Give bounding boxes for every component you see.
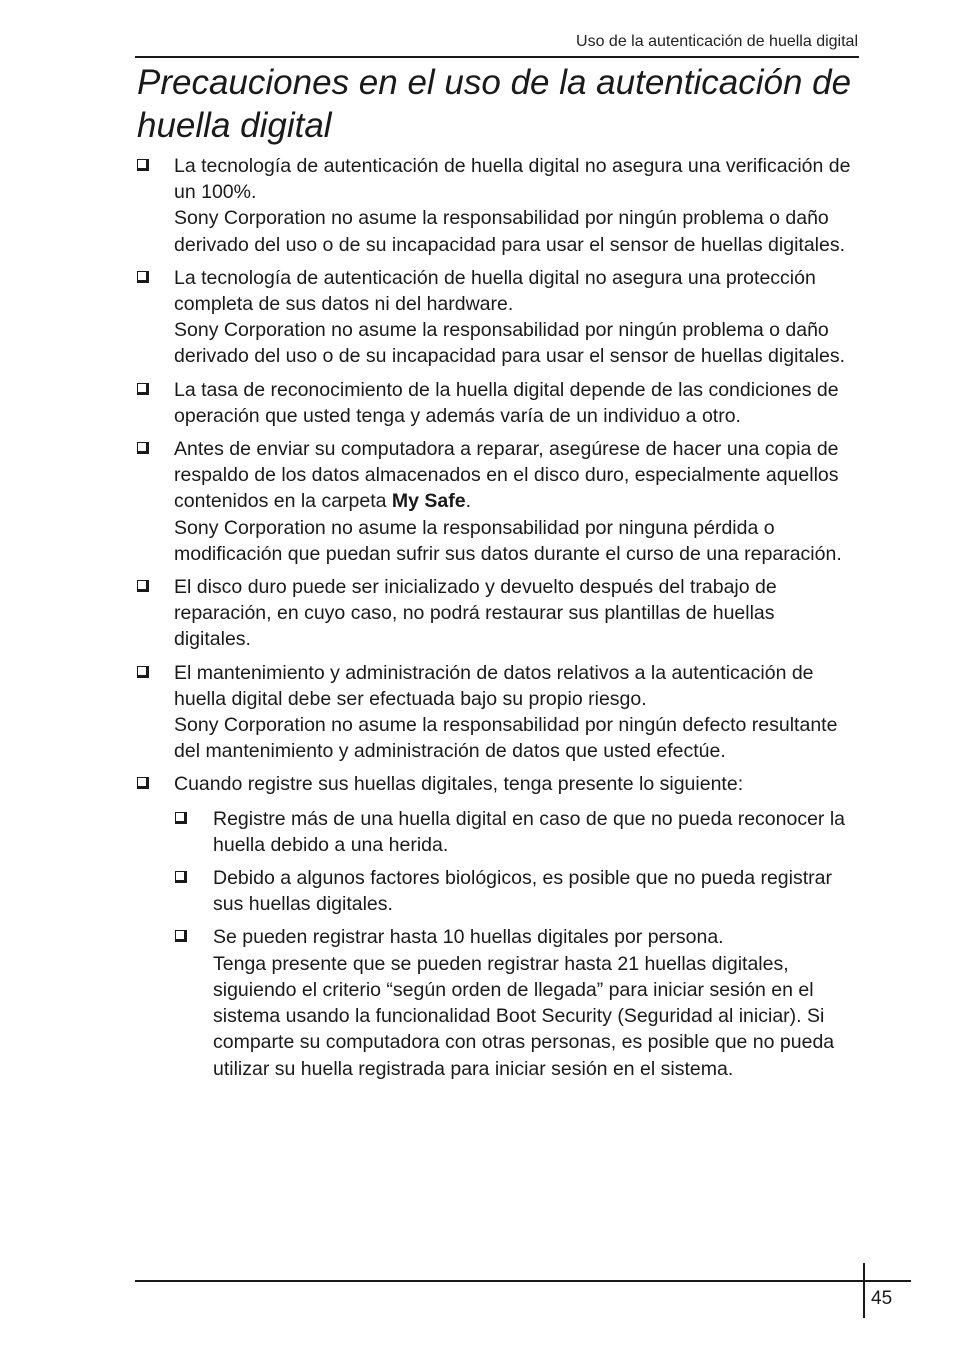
checkbox-icon	[137, 580, 149, 592]
sub-list-item	[174, 924, 856, 1081]
checkbox-icon	[137, 271, 149, 283]
item-text: Debido a algunos factores biológicos, es posible que no pueda registrar sus huellas digitales.	[213, 867, 832, 916]
item-text: Sony Corporation no asume la responsabilidad por ninguna pérdida o modificación que puedan sufrir sus datos durante el curso de una reparación.	[174, 516, 842, 565]
item-text: La tecnología de autenticación de huella digital no asegura una verificación de un 100%.	[174, 155, 851, 204]
header-rule	[135, 56, 859, 58]
item-text: Se pueden registrar hasta 10 huellas digitales por persona.	[213, 926, 724, 949]
item-text: Sony Corporation no asume la responsabilidad por ningún defecto resultante del mantenimiento y administración de datos que usted efectúe.	[174, 714, 838, 763]
item-text: El disco duro puede ser inicializado y devuelto después del trabajo de reparación, en cuyo caso, no podrá restaurar sus plantillas de huellas digitales.	[174, 576, 777, 651]
item-text: Sony Corporation no asume la responsabilidad por ningún problema o daño derivado del uso o de su incapacidad para usar el sensor de huellas digitales.	[174, 207, 846, 256]
checkbox-icon	[137, 777, 149, 789]
list-item	[136, 660, 856, 765]
item-text: El mantenimiento y administración de datos relativos a la autenticación de huella digital debe ser efectuada bajo su propio riesgo.	[174, 661, 814, 710]
footer-tick	[863, 1263, 865, 1318]
list-item	[136, 436, 856, 567]
checkbox-icon	[175, 871, 187, 883]
sub-list-item	[174, 865, 856, 917]
precautions-list	[136, 153, 856, 1089]
checkbox-icon	[137, 159, 149, 171]
checkbox-icon	[175, 812, 187, 824]
item-text: Sony Corporation no asume la responsabilidad por ningún problema o daño derivado del uso o de su incapacidad para usar el sensor de huellas digitales.	[174, 319, 846, 368]
checkbox-icon	[137, 383, 149, 395]
item-text: Tenga presente que se pueden registrar hasta 21 huellas digitales, siguiendo el criterio “según orden de llegada” para iniciar sesión en el sistema usando la funcionalidad Boot Security (Seguridad al iniciar). Si comparte su computadora con otras personas, es posible que no pueda utilizar su huella registrada para iniciar sesión en el sistema.	[213, 952, 835, 1080]
item-text: Cuando registre sus huellas digitales, tenga presente lo siguiente:	[174, 773, 744, 796]
sub-list	[174, 806, 856, 1082]
page-title: Precauciones en el uso de la autenticación de huella digital	[137, 63, 852, 145]
list-item	[136, 265, 856, 370]
item-text: La tecnología de autenticación de huella digital no asegura una protección completa de sus datos ni del hardware.	[174, 266, 816, 316]
running-header: Uso de la autenticación de huella digital	[576, 33, 858, 50]
sub-list-item	[174, 806, 856, 858]
list-item	[136, 153, 856, 258]
folder-name: My Safe	[391, 490, 466, 513]
footer-rule	[135, 1280, 911, 1282]
item-text	[174, 436, 856, 515]
list-item	[136, 574, 856, 653]
checkbox-icon	[175, 930, 187, 942]
list-item	[136, 377, 856, 429]
item-text: La tasa de reconocimiento de la huella digital depende de las condiciones de operación que usted tenga y además varía de un individuo a otro.	[174, 378, 839, 427]
list-item	[136, 771, 856, 1081]
checkbox-icon	[137, 666, 149, 678]
item-text-part: Antes de enviar su computadora a reparar, asegúrese de hacer una copia de respaldo de los datos almacenados en el disco duro, especialmente aquellos contenidos en la carpeta	[174, 438, 839, 513]
item-text: Registre más de una huella digital en caso de que no pueda reconocer la huella debido a una herida.	[213, 807, 846, 856]
checkbox-icon	[137, 442, 149, 454]
item-text-part: .	[465, 490, 472, 513]
page-number: 45	[871, 1288, 893, 1309]
